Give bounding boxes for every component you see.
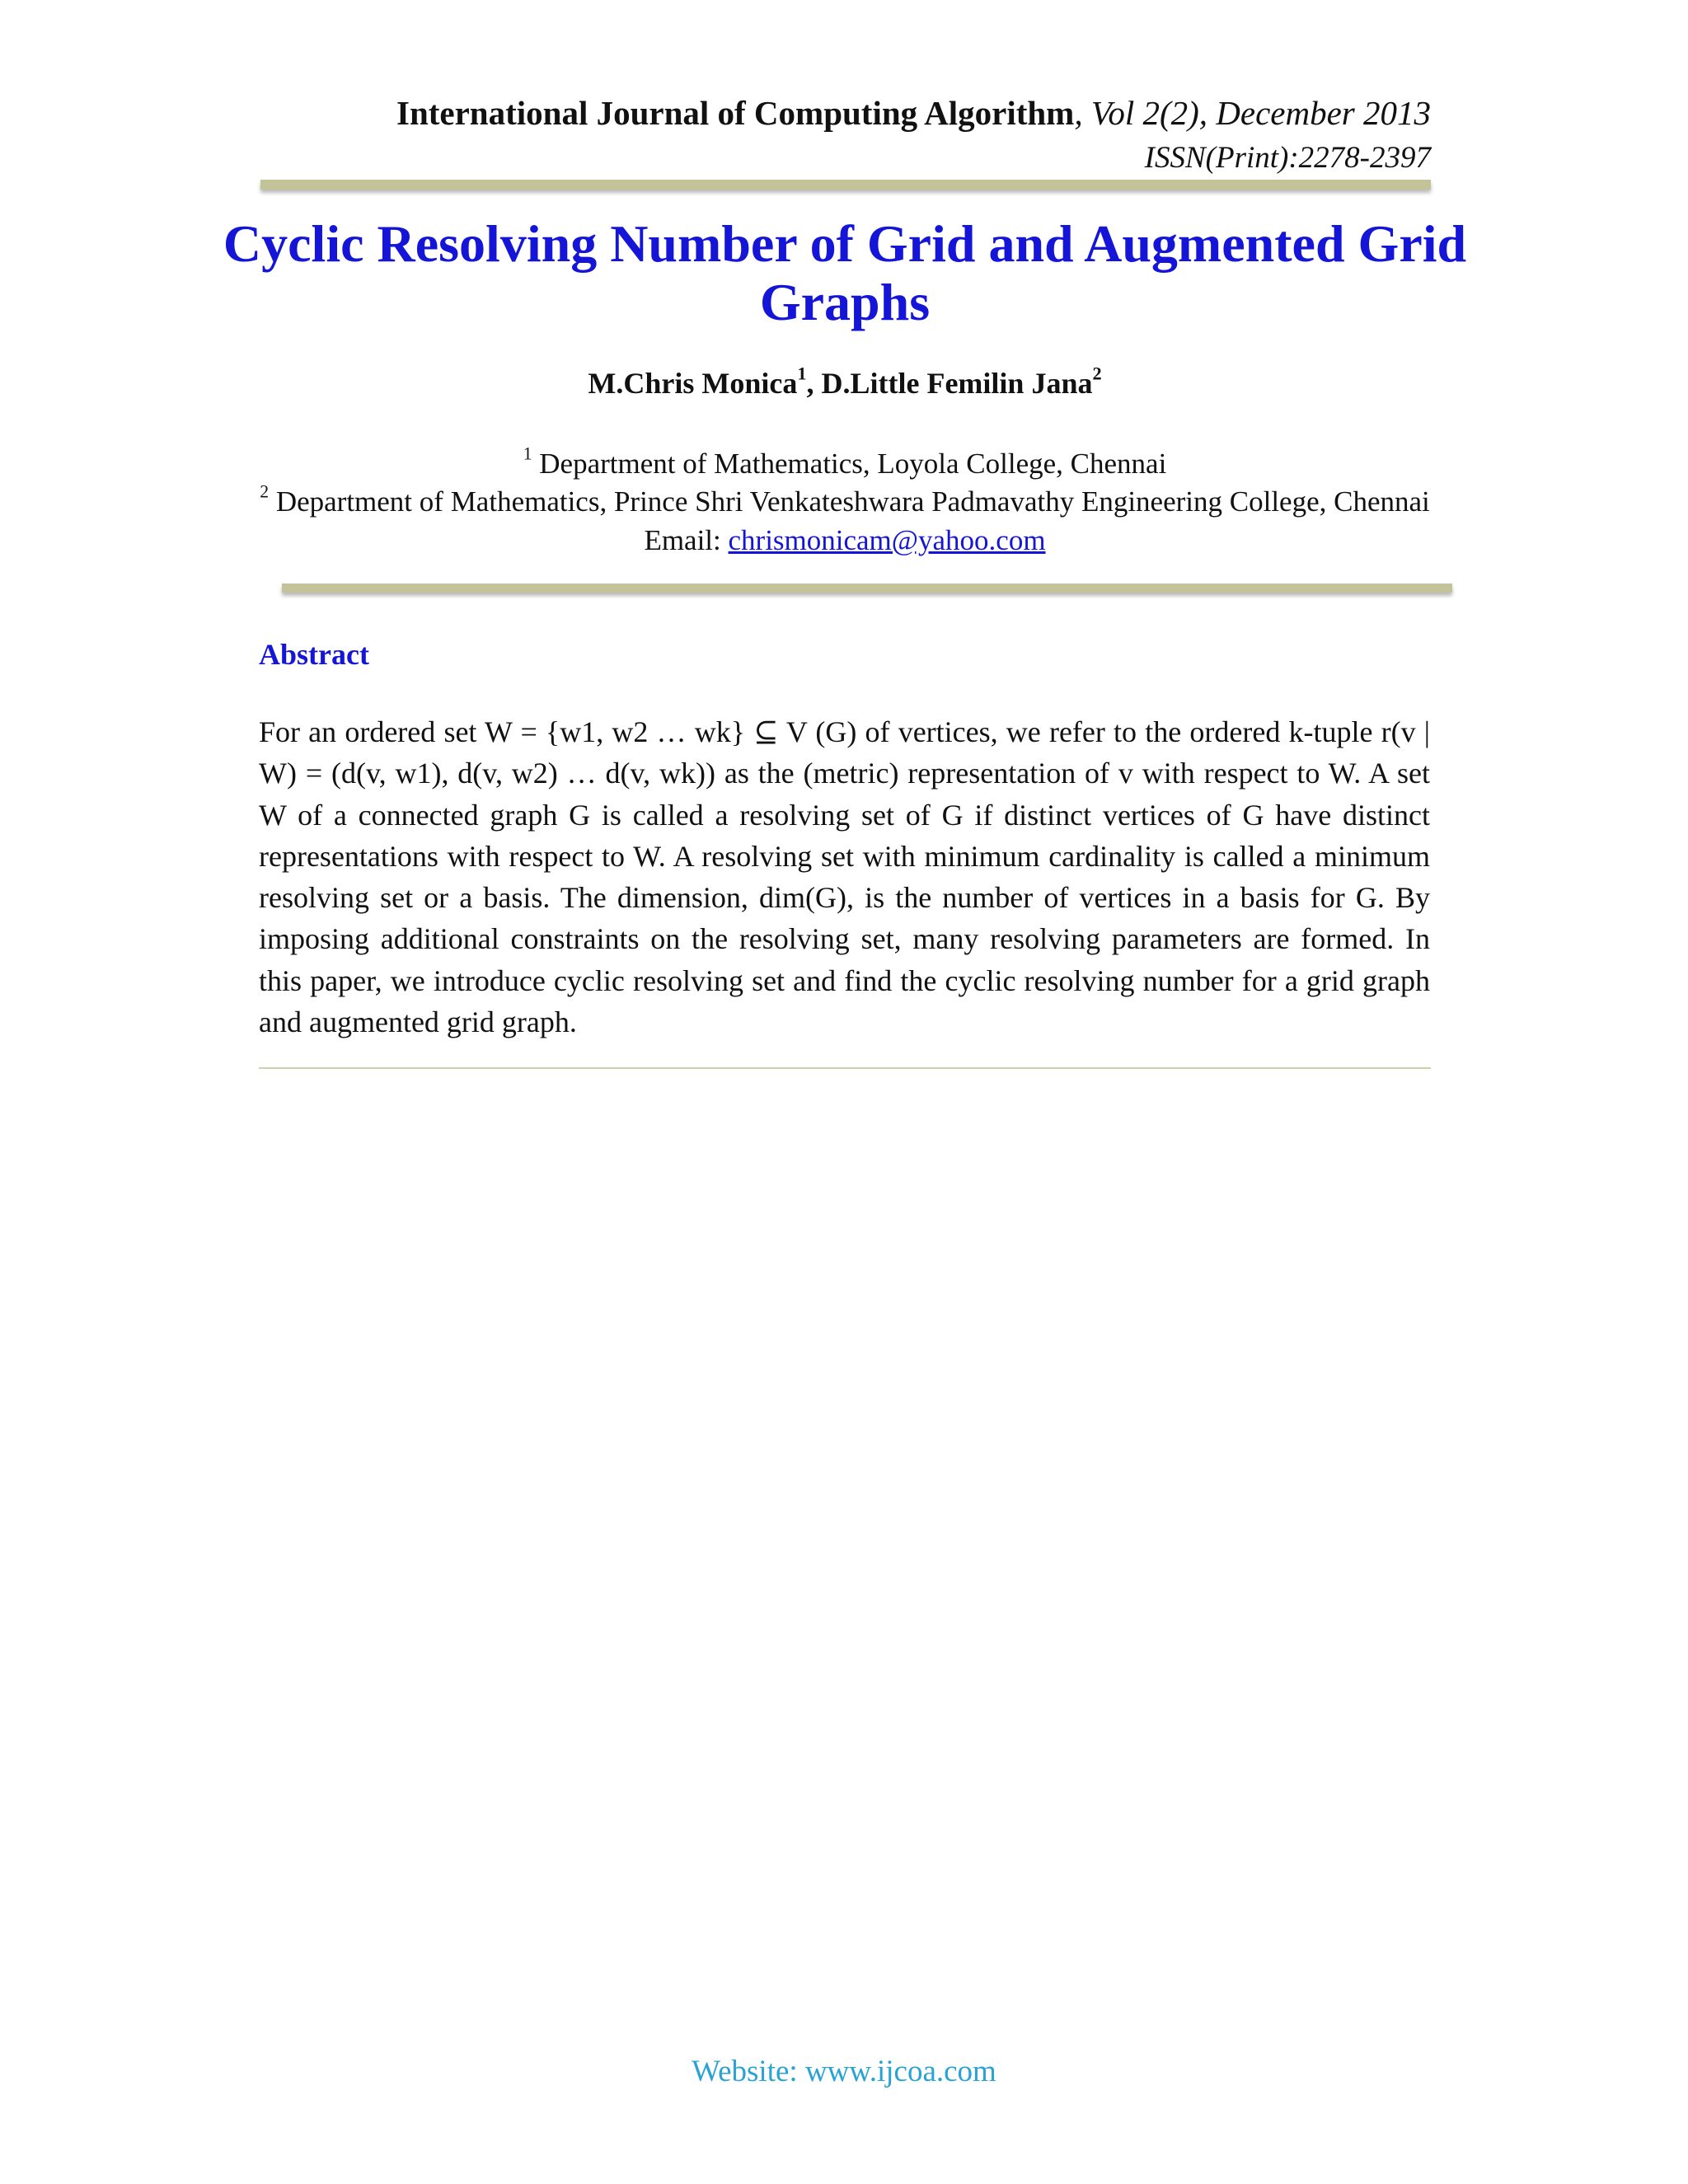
affiliation (247, 481, 1442, 519)
email-label: Email: (644, 524, 729, 556)
abstract-divider (259, 1067, 1431, 1069)
affiliation-mark: 1 (523, 443, 532, 464)
journal-header (258, 92, 1431, 178)
journal-name: International Journal of Computing Algorithm (396, 94, 1075, 132)
email-link[interactable]: chrismonicam@yahoo.com (728, 524, 1046, 556)
affiliation-text: Department of Mathematics, Prince Shri Venkateshwara Padmavathy Engineering College, Chennai (275, 485, 1430, 518)
authors-divider (282, 583, 1452, 593)
abstract-heading: Abstract (259, 638, 369, 671)
journal-issn: ISSN(Print):2278-2397 (1144, 141, 1431, 176)
author-affiliation-mark: 2 (1092, 363, 1102, 384)
author-affiliation-mark: 1 (797, 363, 807, 384)
affiliation-mark: 2 (260, 481, 270, 502)
paper-title: Cyclic Resolving Number of Grid and Augmented Grid Graphs (223, 214, 1467, 331)
website-footer: Website: www.ijcoa.com (692, 2055, 996, 2088)
abstract-text (259, 711, 1430, 1043)
affiliation (247, 443, 1442, 481)
journal-citation (258, 92, 1431, 134)
author-name: M.Chris Monica (588, 367, 798, 400)
header-divider (260, 180, 1431, 190)
affiliation-text: Department of Mathematics, Loyola College, Chennai (539, 448, 1167, 480)
author-list (206, 363, 1484, 401)
journal-issue: , Vol 2(2), December 2013 (1074, 94, 1431, 132)
author-name: D.Little Femilin Jana (821, 367, 1093, 400)
abstract-paragraph: For an ordered set W = {w1, w2 … wk} ⊆ V (G) of vertices, we refer to the ordered k-tuple r(v | W) = (d(v, w1), d(v, w2) … d(v, wk)) as the (metric) representation of v with respect to W. A set W of a connected graph G is called a resolving set of G if distinct vertices of G have distinct representations with respect to W. A resolving set with minimum cardinality is called a minimum resolving set or a basis. The dimension, dim(G), is the number of vertices in a basis for G. By imposing additional constraints on the resolving set, many resolving parameters are formed. In this paper, we introduce cyclic resolving set and find the cyclic resolving number for a grid graph and augmented grid graph. (259, 715, 1430, 1039)
author-separator: , (806, 367, 822, 400)
contact-email (247, 523, 1442, 558)
